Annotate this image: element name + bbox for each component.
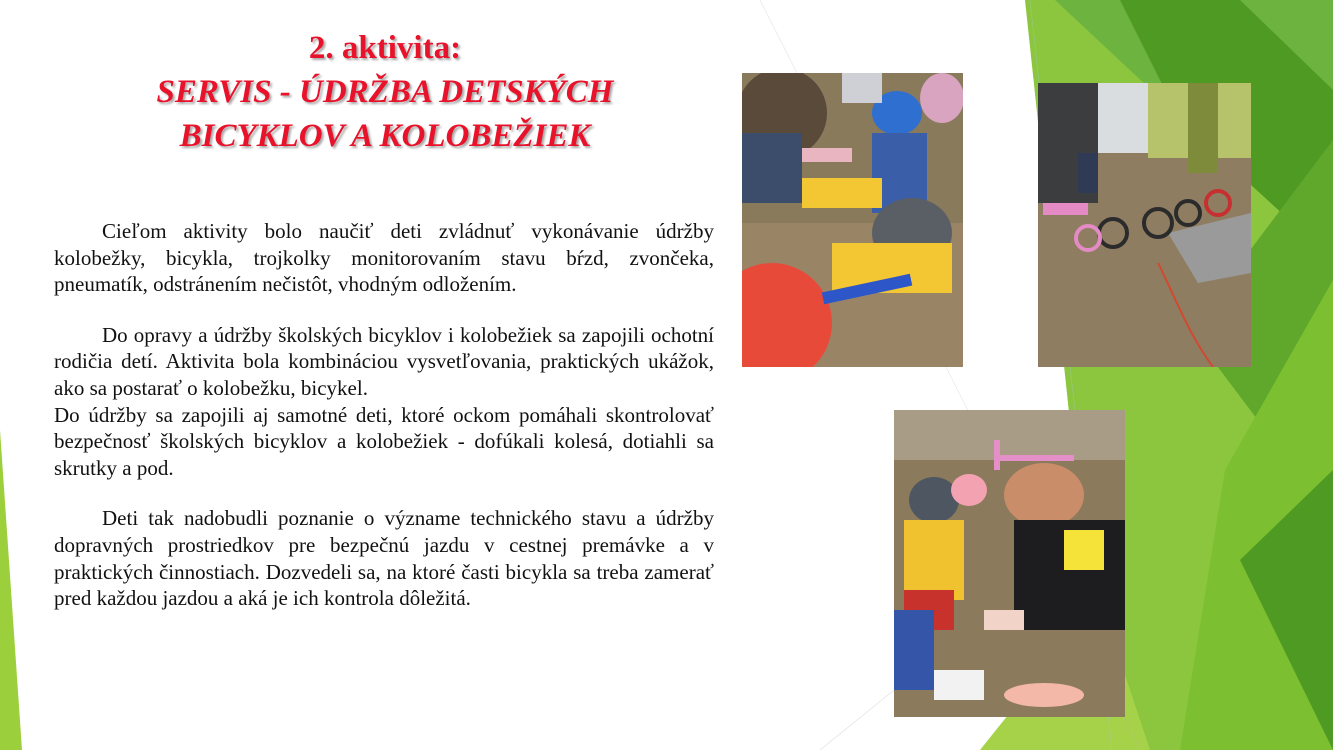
photo-parked-bicycles	[1038, 83, 1251, 367]
paragraph-children: Do údržby sa zapojili aj samotné deti, ktoré ockom pomáhali skontrolovať bezpečnosť školských bicyklov a kolobežiek - dofúkali kolesá, dotiahli sa skrutky a pod.	[54, 402, 714, 480]
body-text	[54, 218, 714, 612]
title-line-2: SERVIS - ÚDRŽBA DETSKÝCH	[156, 74, 614, 110]
title-line-3: BICYKLOV A KOLOBEŽIEK	[179, 118, 591, 154]
title-line-1: 2. aktivita:	[308, 30, 462, 66]
paragraph-parents: Do opravy a údržby školských bicyklov i kolobežiek sa zapojili ochotní rodičia detí. Aktivita bola kombináciou vysvetľovania, praktických ukážok, ako sa postarať o kolobežku, bicykel.	[54, 322, 714, 400]
photo-tightening-scooter	[894, 410, 1125, 717]
slide-title	[60, 26, 710, 158]
photo-scooter-repair	[742, 73, 963, 367]
paragraph-goal: Cieľom aktivity bolo naučiť deti zvládnuť vykonávanie údržby kolobežky, bicykla, trojkolky monitorovaním stavu bŕzd, zvončeka, pneumatík, odstránením nečistôt, vhodným odložením.	[54, 219, 714, 297]
paragraph-knowledge: Deti tak nadobudli poznanie o význame technického stavu a údržby dopravných prostriedkov pre bezpečnú jazdu v cestnej premávke a v praktických činnostiach. Dozvedeli sa, na ktoré časti bicykla sa treba zamerať pred každou jazdou a aká je ich kontrola dôležitá.	[54, 506, 714, 611]
